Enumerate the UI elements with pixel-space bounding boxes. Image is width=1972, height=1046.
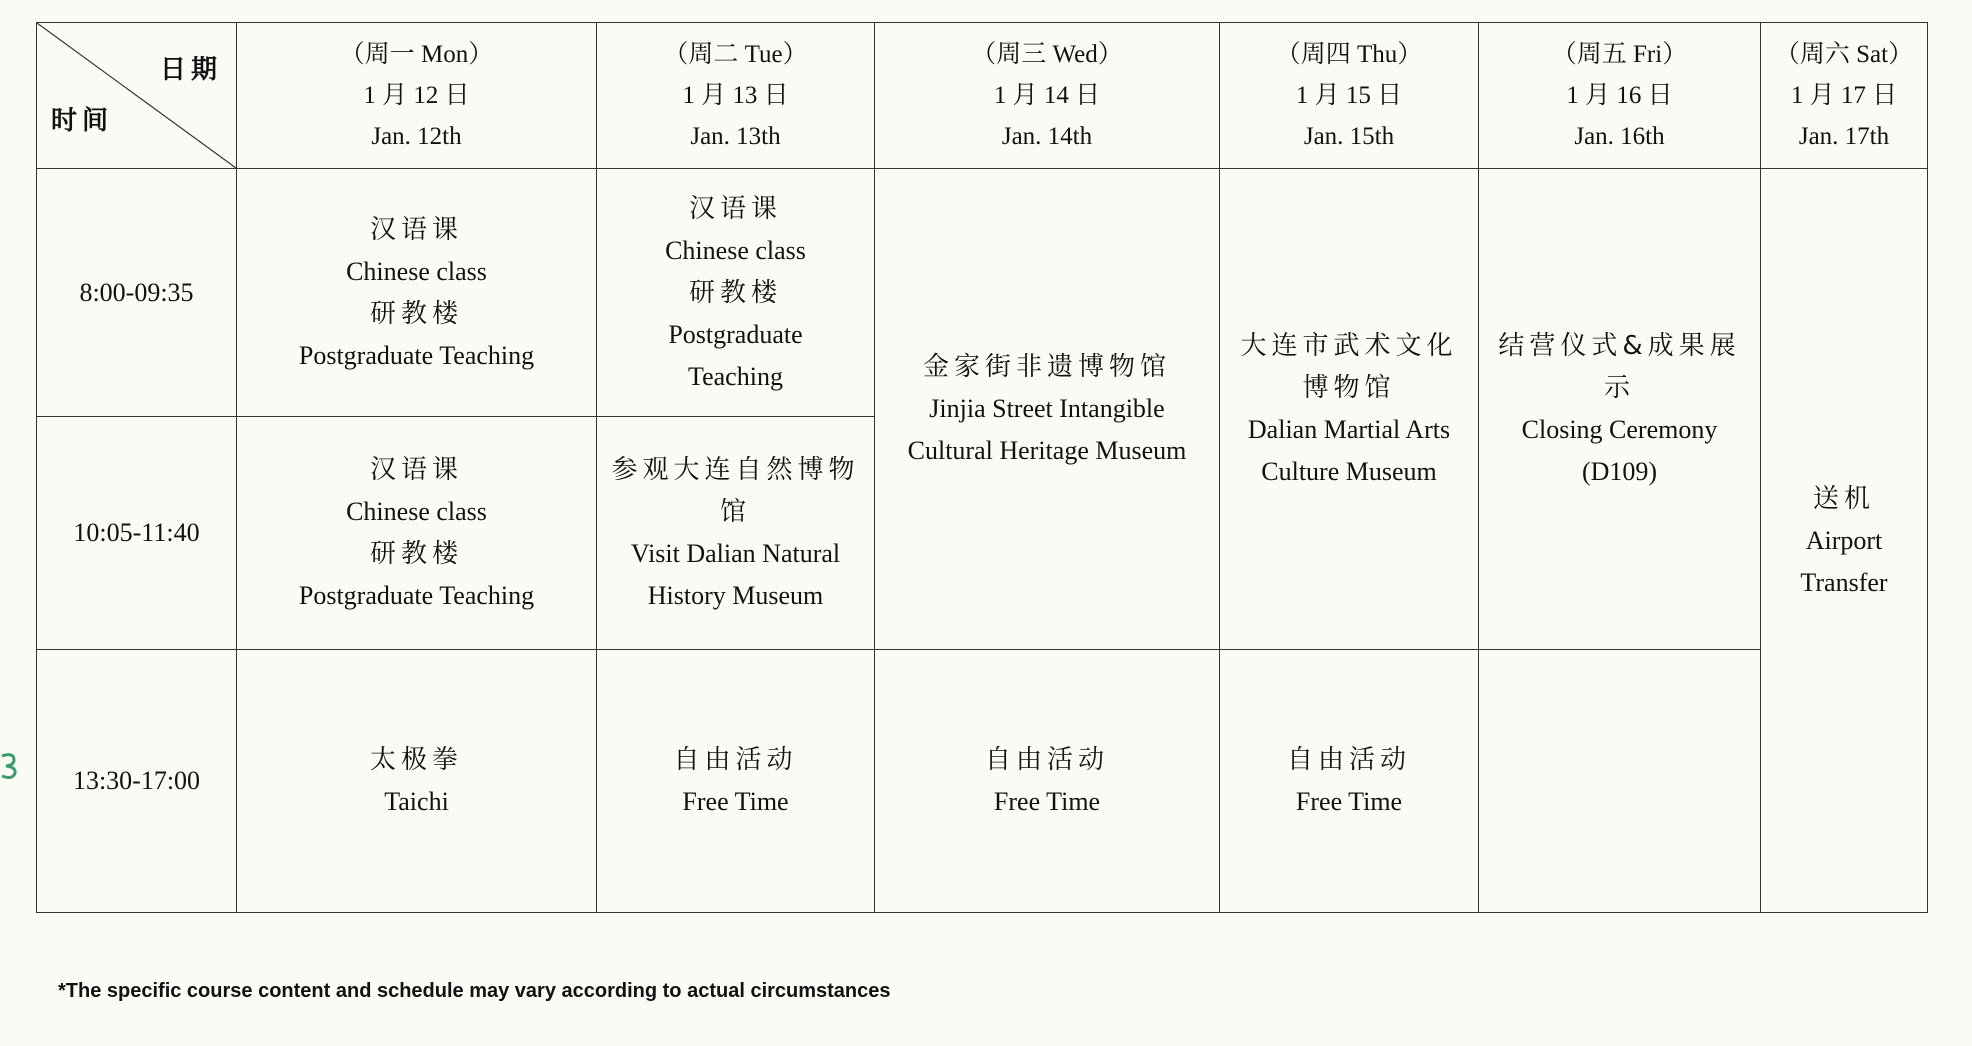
time-cell: 10:05-11:40 — [37, 417, 237, 650]
activity-zh: 送机 — [1812, 483, 1875, 514]
activity-cell-sat — [1761, 169, 1928, 913]
date-en-label: Jan. 12th — [371, 123, 462, 150]
activity-cell-mon-am2 — [237, 417, 597, 650]
activity-zh: 自由活动 — [673, 745, 798, 775]
schedule-table — [36, 22, 1928, 913]
activity-zh: 太极拳 — [369, 745, 463, 775]
date-cn-label: 1 月 14 日 — [993, 82, 1101, 109]
time-cell: 13:30-17:00 — [37, 650, 237, 913]
activity-en-line1: Visit Dalian Natural — [630, 539, 841, 568]
activity-en: Free Time — [993, 787, 1101, 816]
activity-en-line2: Culture Museum — [1261, 457, 1437, 486]
header-row — [37, 23, 1928, 169]
date-cn-label: 1 月 12 日 — [363, 82, 470, 109]
date-cn-label: 1 月 17 日 — [1790, 82, 1898, 109]
location-en: Postgraduate Teaching — [298, 340, 535, 370]
timeslot-row-3 — [37, 650, 1928, 913]
activity-zh: 自由活动 — [1286, 745, 1411, 775]
date-en-label: Jan. 16th — [1574, 123, 1665, 150]
weekday-label: （周一 Mon） — [339, 41, 494, 68]
activity-cell-mon-am1 — [237, 169, 597, 417]
activity-cell-tue-am2 — [597, 417, 875, 650]
activity-en-line1: Airport — [1805, 525, 1883, 555]
day-header-fri — [1479, 23, 1761, 169]
activity-zh-line2: 示 — [1603, 373, 1635, 403]
day-header-wed — [875, 23, 1220, 169]
activity-en-line2: Transfer — [1800, 567, 1888, 597]
activity-cell-wed-pm — [875, 650, 1220, 913]
diagonal-divider — [37, 23, 236, 168]
activity-cell-thu-pm — [1220, 650, 1479, 913]
date-cn-label: 1 月 16 日 — [1566, 82, 1673, 109]
activity-cell-fri-pm-empty — [1479, 650, 1761, 913]
activity-zh: 汉语课 — [369, 214, 463, 245]
activity-en-line2: (D109) — [1581, 457, 1658, 486]
date-en-label: Jan. 15th — [1303, 123, 1395, 150]
activity-zh: 自由活动 — [984, 745, 1109, 775]
day-header-sat — [1761, 23, 1928, 169]
activity-cell-fri-am — [1479, 169, 1761, 650]
activity-cell-wed-am — [875, 169, 1220, 650]
time-axis-label: 时间 — [51, 106, 114, 136]
date-cn-label: 1 月 13 日 — [682, 82, 789, 109]
activity-en: Taichi — [384, 787, 449, 816]
weekday-label: （周四 Thu） — [1275, 41, 1423, 68]
weekday-label: （周三 Wed） — [971, 41, 1123, 68]
decorative-mark-icon — [0, 752, 22, 780]
date-en-label: Jan. 13th — [690, 123, 781, 150]
activity-zh: 汉语课 — [369, 455, 463, 485]
activity-en-line1: Dalian Martial Arts — [1247, 415, 1451, 444]
date-en-label: Jan. 14th — [1001, 123, 1093, 150]
weekday-label: （周二 Tue） — [663, 41, 808, 68]
day-header-mon — [237, 23, 597, 169]
weekday-label: （周五 Fri） — [1551, 41, 1688, 68]
date-axis-label: 日期 — [159, 55, 222, 85]
activity-cell-mon-pm — [237, 650, 597, 913]
activity-en: Free Time — [682, 787, 789, 816]
location-en-line2: Teaching — [688, 361, 783, 391]
activity-zh-line1: 参观大连自然博物 — [611, 455, 860, 485]
activity-cell-tue-am1 — [597, 169, 875, 417]
location-zh: 研教楼 — [369, 298, 463, 329]
day-header-thu — [1220, 23, 1479, 169]
time-cell: 8:00-09:35 — [37, 169, 237, 417]
date-en-label: Jan. 17th — [1798, 123, 1890, 150]
day-header-tue — [597, 23, 875, 169]
activity-zh: 汉语课 — [688, 193, 782, 224]
activity-cell-tue-pm — [597, 650, 875, 913]
activity-en: Chinese class — [665, 235, 806, 265]
activity-zh-line2: 博物馆 — [1302, 373, 1396, 403]
weekday-label: （周六 Sat） — [1774, 41, 1914, 68]
activity-en-line2: Cultural Heritage Museum — [907, 436, 1187, 465]
activity-en: Chinese class — [346, 256, 487, 286]
activity-zh-line1: 结营仪式&成果展 — [1498, 331, 1741, 361]
activity-cell-thu-am — [1220, 169, 1479, 650]
corner-header-cell — [37, 23, 237, 169]
footnote: *The specific course content and schedule may vary according to actual circumstances — [58, 980, 891, 1002]
activity-en-line1: Closing Ceremony — [1521, 415, 1718, 444]
location-zh: 研教楼 — [688, 277, 782, 308]
timeslot-row-1 — [37, 169, 1928, 417]
location-en: Postgraduate Teaching — [298, 581, 535, 610]
activity-zh-line1: 大连市武术文化 — [1240, 331, 1458, 361]
activity-zh: 金家街非遗博物馆 — [922, 352, 1171, 382]
date-cn-label: 1 月 15 日 — [1295, 82, 1403, 109]
location-zh: 研教楼 — [369, 539, 463, 569]
activity-en-line1: Jinjia Street Intangible — [929, 394, 1165, 423]
activity-zh-line2: 馆 — [719, 497, 751, 527]
location-en-line1: Postgraduate — [668, 319, 803, 349]
activity-en-line2: History Museum — [647, 581, 824, 610]
activity-en: Free Time — [1295, 787, 1403, 816]
activity-en: Chinese class — [346, 497, 487, 526]
